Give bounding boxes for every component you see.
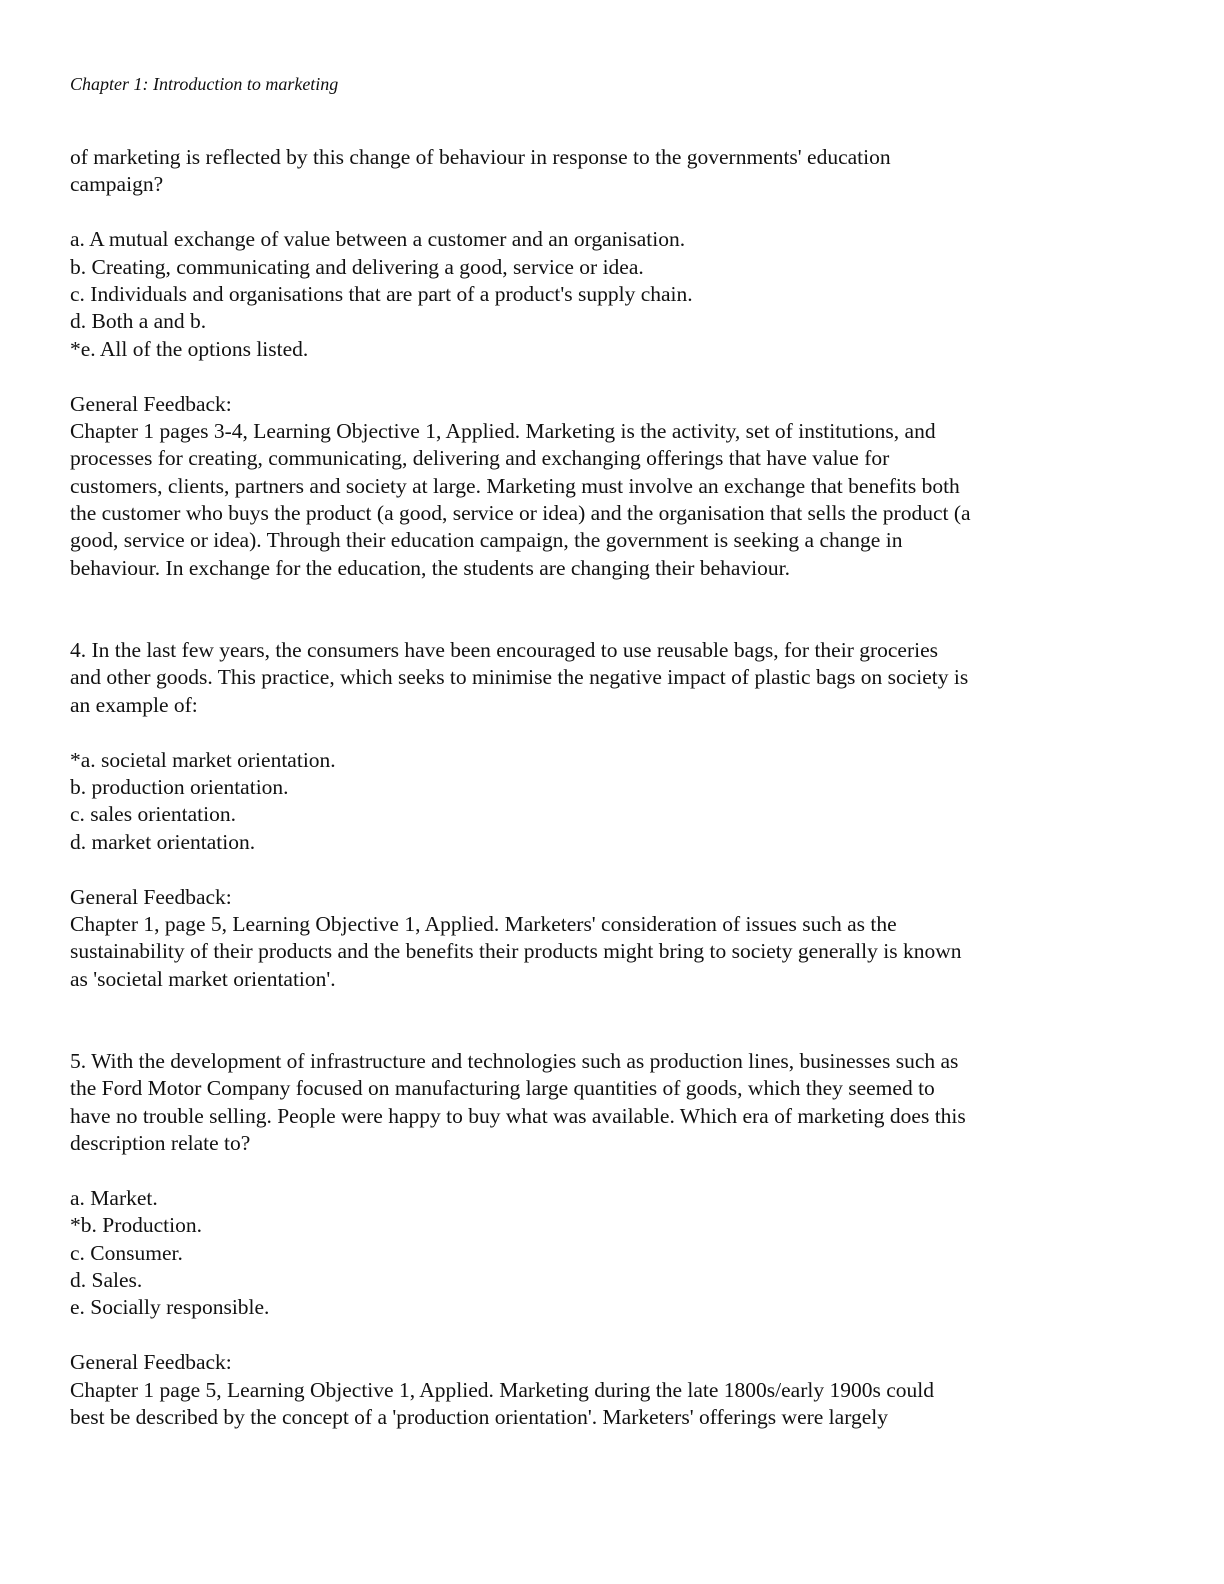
feedback-line: good, service or idea). Through their education campaign, the government is seeking a change in [70, 528, 903, 553]
feedback-line: processes for creating, communicating, delivering and exchanging offerings that have value for [70, 446, 890, 471]
feedback-line: sustainability of their products and the benefits their products might bring to society generally is known [70, 939, 962, 964]
stem-line: an example of: [70, 692, 198, 717]
general-feedback [70, 391, 1080, 583]
feedback-line: Chapter 1 page 5, Learning Objective 1, Applied. Marketing during the late 1800s/early 1900s could [70, 1377, 934, 1402]
feedback-label: General Feedback: [70, 391, 232, 416]
feedback-line: Chapter 1 pages 3-4, Learning Objective 1, Applied. Marketing is the activity, set of institutions, and [70, 418, 936, 443]
answer-options [70, 747, 1080, 857]
question-3 [70, 144, 1080, 582]
stem-line: the Ford Motor Company focused on manufacturing large quantities of goods, which they seemed to [70, 1076, 935, 1101]
option-d: d. Sales. [70, 1268, 143, 1293]
page-content [70, 144, 1080, 1431]
question-stem [70, 1048, 1080, 1158]
feedback-line: as 'societal market orientation'. [70, 966, 336, 991]
feedback-line: Chapter 1, page 5, Learning Objective 1, Applied. Marketers' consideration of issues such as the [70, 911, 897, 936]
stem-line: 5. With the development of infrastructure and technologies such as production lines, businesses such as [70, 1048, 959, 1073]
feedback-line: customers, clients, partners and society at large. Marketing must involve an exchange that benefits both [70, 473, 960, 498]
option-d: d. market orientation. [70, 829, 256, 854]
option-e: e. Socially responsible. [70, 1295, 270, 1320]
question-5 [70, 1048, 1080, 1431]
general-feedback [70, 1349, 1080, 1431]
stem-line: of marketing is reflected by this change of behaviour in response to the governments' education [70, 145, 891, 169]
feedback-line: best be described by the concept of a 'production orientation'. Marketers' offerings were largely [70, 1405, 888, 1429]
stem-line: campaign? [70, 172, 164, 197]
option-e-correct: *e. All of the options listed. [70, 336, 309, 361]
option-c: c. Consumer. [70, 1240, 183, 1265]
option-b: b. production orientation. [70, 775, 289, 799]
option-b: b. Creating, communicating and delivering a good, service or idea. [70, 254, 644, 279]
stem-line: description relate to? [70, 1131, 251, 1156]
stem-line: and other goods. This practice, which seeks to minimise the negative impact of plastic bags on society is [70, 665, 969, 690]
option-c: c. Individuals and organisations that are part of a product's supply chain. [70, 281, 693, 306]
option-a: a. Market. [70, 1185, 158, 1210]
feedback-line: behaviour. In exchange for the education, the students are changing their behaviour. [70, 555, 790, 580]
feedback-label: General Feedback: [70, 884, 232, 909]
running-header: Chapter 1: Introduction to marketing [70, 74, 339, 94]
stem-line: have no trouble selling. People were happy to buy what was available. Which era of marketing does this [70, 1103, 966, 1128]
question-stem [70, 637, 1080, 719]
option-d: d. Both a and b. [70, 309, 207, 334]
question-stem [70, 144, 1080, 199]
answer-options [70, 226, 1080, 363]
option-c: c. sales orientation. [70, 802, 236, 827]
feedback-line: the customer who buys the product (a good, service or idea) and the organisation that sells the product (a [70, 501, 971, 526]
feedback-label: General Feedback: [70, 1350, 232, 1375]
stem-line: 4. In the last few years, the consumers have been encouraged to use reusable bags, for their groceries [70, 638, 939, 663]
question-4 [70, 637, 1080, 993]
general-feedback [70, 884, 1080, 994]
answer-options [70, 1185, 1080, 1322]
option-a-correct: *a. societal market orientation. [70, 747, 336, 772]
option-b-correct: *b. Production. [70, 1213, 202, 1238]
option-a: a. A mutual exchange of value between a customer and an organisation. [70, 227, 686, 252]
